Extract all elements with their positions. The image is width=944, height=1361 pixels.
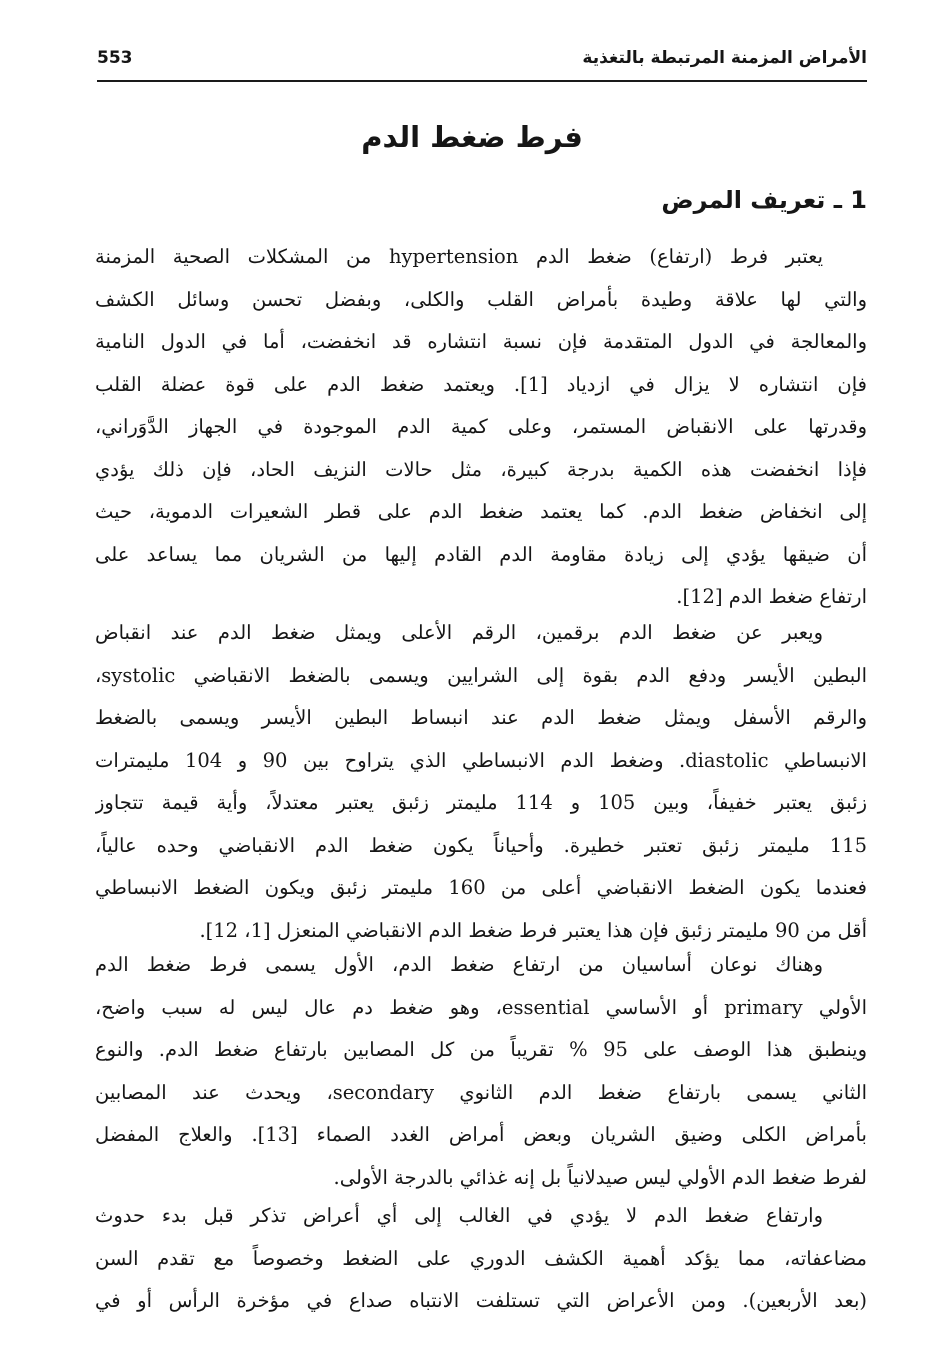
text-line: فإن انتشاره لا يزال في ازدياد [1]. ويعتمد ضغط الدم على قوة عضلة القلب: [95, 372, 867, 396]
text-line: أقل من 90 مليمتر زئبق فإن هذا يعتبر فرط ضغط الدم الانقباضي المنعزل [1، 12].: [199, 918, 867, 942]
text-line: وهناك نوعان أساسيان من ارتفاع ضغط الدم، الأول يسمى فرط ضغط الدم: [95, 953, 823, 976]
text-line: فإذا انخفضت هذه الكمية بدرجة كبيرة، مثل حالات النزيف الحاد، فإن ذلك يؤدي: [95, 457, 867, 481]
text-line: الأولي primary أو الأساسي essential، وهو ضغط دم عال ليس له سبب واضح،: [95, 995, 867, 1019]
text-line: (بعد الأربعين). ومن الأعراض التي تستلفت الانتباه صداع في مؤخرة الرأس أو في: [95, 1289, 867, 1312]
text-line: والتي لها علاقة وطيدة بأمراض القلب والكلى، وبفضل تحسن وسائل الكشف: [95, 287, 867, 311]
chapter-title: فرط ضغط الدم: [361, 120, 583, 154]
text-line: ارتفاع ضغط الدم [12].: [676, 585, 867, 608]
text-line: والمعالجة في الدول المتقدمة فإن نسبة انتشاره قد انخفضت، أما في الدول النامية: [95, 330, 867, 353]
paragraph-1: [95, 236, 867, 619]
paragraph-4: [95, 1195, 867, 1323]
section-heading: 1 ـ تعريف المرض: [661, 186, 867, 214]
running-header: [97, 46, 867, 78]
text-line: زئبق يعتبر خفيفاً، وبين 105 و 114 مليمتر زئبق يعتبر معتدلاً، وأية قيمة تتجاوز: [95, 791, 867, 814]
running-title: الأمراض المزمنة المرتبطة بالتغذية: [582, 48, 867, 68]
text-line: فعندما يكون الضغط الانقباضي أعلى من 160 مليمتر زئبق ويكون الضغط الانبساطي: [95, 876, 867, 899]
text-line: يعتبر فرط (ارتفاع) ضغط الدم hypertension من المشكلات الصحية المزمنة: [95, 245, 824, 268]
text-line: وينطبق هذا الوصف على 95 % تقريباً من كل المصابين بارتفاع ضغط الدم. والنوع: [95, 1038, 867, 1061]
text-line: أن ضيقها يؤدي إلى زيادة مقاومة الدم القادم إليها من الشريان مما يساعد على: [95, 542, 867, 566]
text-line: لفرط ضغط الدم الأولي ليس صيدلانياً بل إنه غذائي بالدرجة الأولى.: [333, 1165, 867, 1189]
header-rule: [97, 80, 867, 82]
text-line: 115 مليمتر زئبق تعتبر خطيرة. وأحياناً يكون ضغط الدم الانقباضي وحده عالياً،: [95, 833, 867, 857]
text-line: مضاعفاته، مما يؤكد أهمية الكشف الدوري على الضغط وخصوصاً مع تقدم السن: [95, 1246, 867, 1270]
text-line: وقدرتها على الانقباض المستمر، وعلى كمية الدم الموجودة في الجهاز الدَّوَراني،: [95, 415, 867, 438]
text-line: والرقم الأسفل ويمثل ضغط الدم عند انبساط البطين الأيسر ويسمى بالضغط: [95, 706, 867, 729]
text-line: بأمراض الكلى وضيق الشريان وبعض أمراض الغدد الصماء [13]. والعلاج المفضل: [95, 1123, 867, 1146]
text-line: البطين الأيسر ودفع الدم بقوة إلى الشرايين ويسمى بالضغط الانقباضي systolic،: [95, 663, 867, 687]
text-line: وارتفاع ضغط الدم لا يؤدي في الغالب إلى أي أعراض تذكر قبل بدء حدوث: [95, 1204, 823, 1227]
paragraph-2: [95, 612, 867, 952]
text-line: الثاني يسمى بارتفاع ضغط الدم الثانوي secondary، ويحدث عند المصابين: [95, 1080, 867, 1104]
text-line: الانبساطي diastolic. وضغط الدم الانبساطي الذي يتراوح بين 90 و 104 مليمترات: [95, 748, 867, 772]
page-number: 553: [97, 48, 133, 68]
text-line: ويعبر عن ضغط الدم برقمين، الرقم الأعلى ويمثل ضغط الدم عند انقباض: [95, 621, 823, 644]
paragraph-3: [95, 944, 867, 1199]
text-line: إلى انخفاض ضغط الدم. كما يعتمد ضغط الدم على قطر الشعيرات الدموية، حيث: [95, 500, 867, 523]
